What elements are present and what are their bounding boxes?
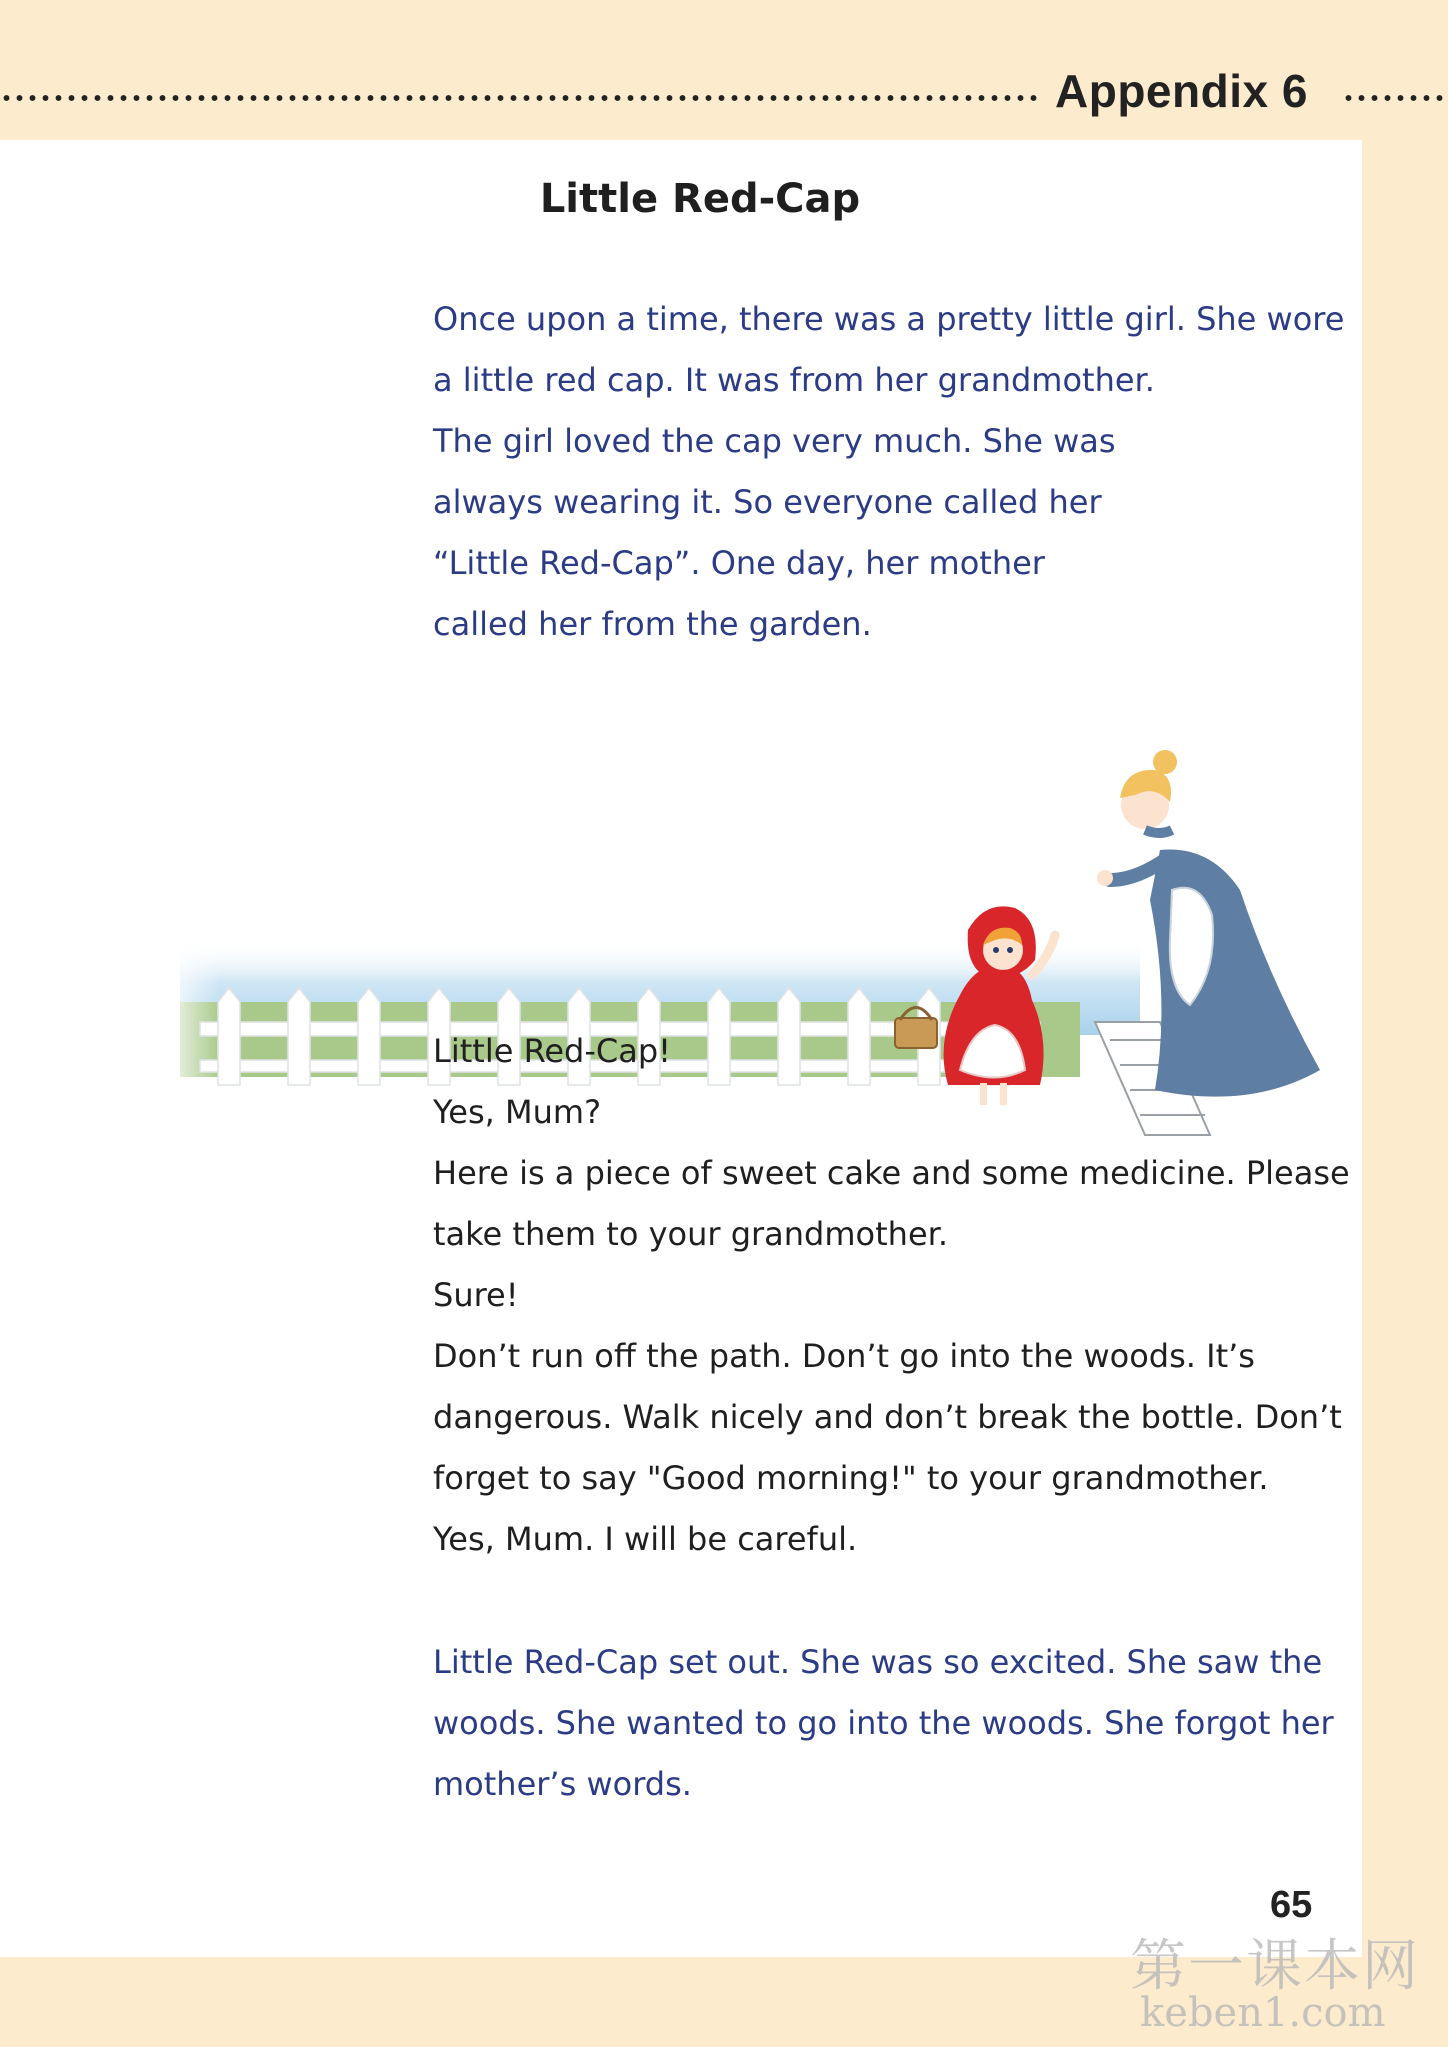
line-text: Yes, Mum? [433,1093,602,1131]
line-text: Here is a piece of sweet cake and some medicine. Please [433,1154,1350,1192]
fence-picket [708,988,730,1085]
story-title: Little Red-Cap [539,176,861,222]
dotted-rule-left [0,94,1040,102]
line-text: Sure! [433,1276,519,1314]
line-text: Little Red-Cap set out. She was so excited. She saw the [433,1643,1323,1681]
line-text: woods. She wanted to go into the woods. She forgot her [433,1704,1334,1742]
eye [993,947,999,953]
page-body [0,140,1362,1957]
collar [1145,830,1172,833]
fence-picket [218,988,240,1085]
line-text: take them to your grandmother. [433,1215,949,1253]
line-text: dangerous. Walk nicely and don’t break the bottle. Don’t [433,1398,1342,1436]
line-text: Once upon a time, there was a pretty little girl. She wore [433,300,1345,338]
basket [895,1018,937,1048]
line-text: “Little Red-Cap”. One day, her mother [433,544,1045,582]
garden-illustration [160,740,1350,1160]
line-text: Little Red-Cap! [433,1032,671,1070]
leg [1000,1083,1007,1105]
line-text: Yes, Mum. I will be careful. [433,1520,858,1558]
line-text: called her from the garden. [433,605,872,643]
hand [1097,870,1113,886]
watermark-chinese: 第一课本网 [1130,1934,1420,1999]
fence-picket [848,988,870,1085]
fence-picket [778,988,800,1085]
eye [1007,947,1013,953]
leg [980,1083,987,1105]
fence-picket [358,988,380,1085]
page-number: 65 [1270,1884,1313,1926]
hair-bun [1153,750,1177,774]
fence-picket [288,988,310,1085]
line-text: Don’t run off the path. Don’t go into the woods. It’s [433,1337,1255,1375]
line-text: forget to say "Good morning!" to your grandmother. [433,1459,1269,1497]
line-text: always wearing it. So everyone called her [433,483,1102,521]
dotted-rule-right [1342,94,1448,102]
appendix-label: Appendix 6 [1055,65,1308,117]
watermark-url: keben1.com [1140,1990,1386,2036]
line-text: a little red cap. It was from her grandmother. [433,361,1155,399]
line-text: mother’s words. [433,1765,692,1803]
page-header [0,0,1448,140]
line-text: The girl loved the cap very much. She was [433,422,1116,460]
